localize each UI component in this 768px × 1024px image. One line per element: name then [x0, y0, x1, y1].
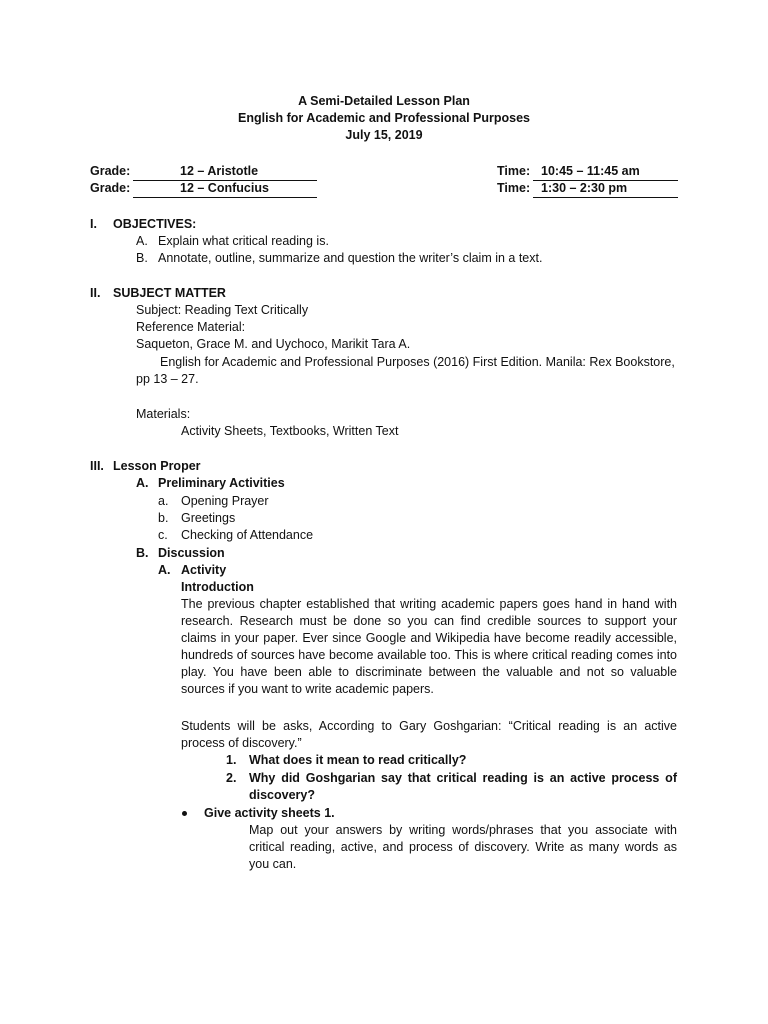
discussion-title: Discussion — [158, 546, 225, 560]
time-label: Time: — [497, 164, 531, 178]
time-label: Time: — [497, 181, 531, 195]
section-numeral: II. — [90, 286, 101, 300]
activity-title: Activity — [181, 563, 227, 577]
grade-label: Grade: — [90, 164, 131, 178]
list-marker: b. — [158, 511, 169, 525]
objective-item: Explain what critical reading is. — [158, 234, 329, 248]
materials-list: Activity Sheets, Textbooks, Written Text — [181, 424, 399, 438]
lesson-heading: Lesson Proper — [113, 459, 201, 473]
time-value: 10:45 – 11:45 am — [533, 163, 678, 181]
bullet-icon — [182, 811, 187, 816]
list-marker: A. — [158, 563, 171, 577]
grade-label: Grade: — [90, 181, 131, 195]
introduction-paragraph: The previous chapter established that writing academic papers goes hand in hand with research. Research must be done so you can find credible sources to support your claims in your paper. Ever since Google and Wikipedia have become readily accessible, hundreds of sources have become available too. This is where critical reading comes into play. You have been able to discriminate between the valuable and not so valuable sources if you want to write academic papers. — [181, 597, 677, 696]
activity-sheet-title: Give activity sheets 1. — [204, 806, 335, 820]
question-item: What does it mean to read critically? — [249, 753, 467, 767]
time-value: 1:30 – 2:30 pm — [533, 180, 678, 198]
doc-date: July 15, 2019 — [345, 128, 423, 142]
introduction-title: Introduction — [181, 580, 254, 594]
list-marker: A. — [136, 476, 149, 490]
reference-pages: pp 13 – 27. — [136, 372, 199, 386]
preliminary-item: Greetings — [181, 511, 236, 525]
list-marker: B. — [136, 546, 149, 560]
list-marker: A. — [136, 234, 148, 248]
grade-value: 12 – Aristotle — [133, 163, 317, 181]
reference-authors: Saqueton, Grace M. and Uychoco, Marikit Tara A. — [136, 337, 411, 351]
section-numeral: I. — [90, 217, 97, 231]
list-marker: 2. — [226, 771, 237, 785]
doc-title: A Semi-Detailed Lesson Plan — [298, 94, 470, 108]
doc-subtitle: English for Academic and Professional Purposes — [238, 111, 530, 125]
grade-value: 12 – Confucius — [133, 180, 317, 198]
subject-line: Subject: Reading Text Critically — [136, 303, 309, 317]
reference-book: English for Academic and Professional Purposes (2016) First Edition. Manila: Rex Bookstore, — [160, 355, 675, 369]
subject-matter-heading: SUBJECT MATTER — [113, 286, 226, 300]
list-marker: B. — [136, 251, 148, 265]
list-marker: a. — [158, 494, 169, 508]
prompt-paragraph: Students will be asks, According to Gary Goshgarian: “Critical reading is an active process of discovery.” — [181, 719, 677, 750]
preliminary-item: Opening Prayer — [181, 494, 269, 508]
preliminary-title: Preliminary Activities — [158, 476, 285, 490]
reference-label: Reference Material: — [136, 320, 246, 334]
list-marker: c. — [158, 528, 168, 542]
objective-item: Annotate, outline, summarize and question the writer’s claim in a text. — [158, 251, 543, 265]
objectives-heading: OBJECTIVES: — [113, 217, 197, 231]
preliminary-item: Checking of Attendance — [181, 528, 314, 542]
question-item: Why did Goshgarian say that critical reading is an active process of discovery? — [249, 771, 677, 802]
materials-label: Materials: — [136, 407, 191, 421]
activity-sheet-instructions: Map out your answers by writing words/phrases that you associate with critical reading, active, and process of discovery. Write as many words as you can. — [249, 823, 677, 871]
list-marker: 1. — [226, 753, 237, 767]
section-numeral: III. — [90, 459, 104, 473]
